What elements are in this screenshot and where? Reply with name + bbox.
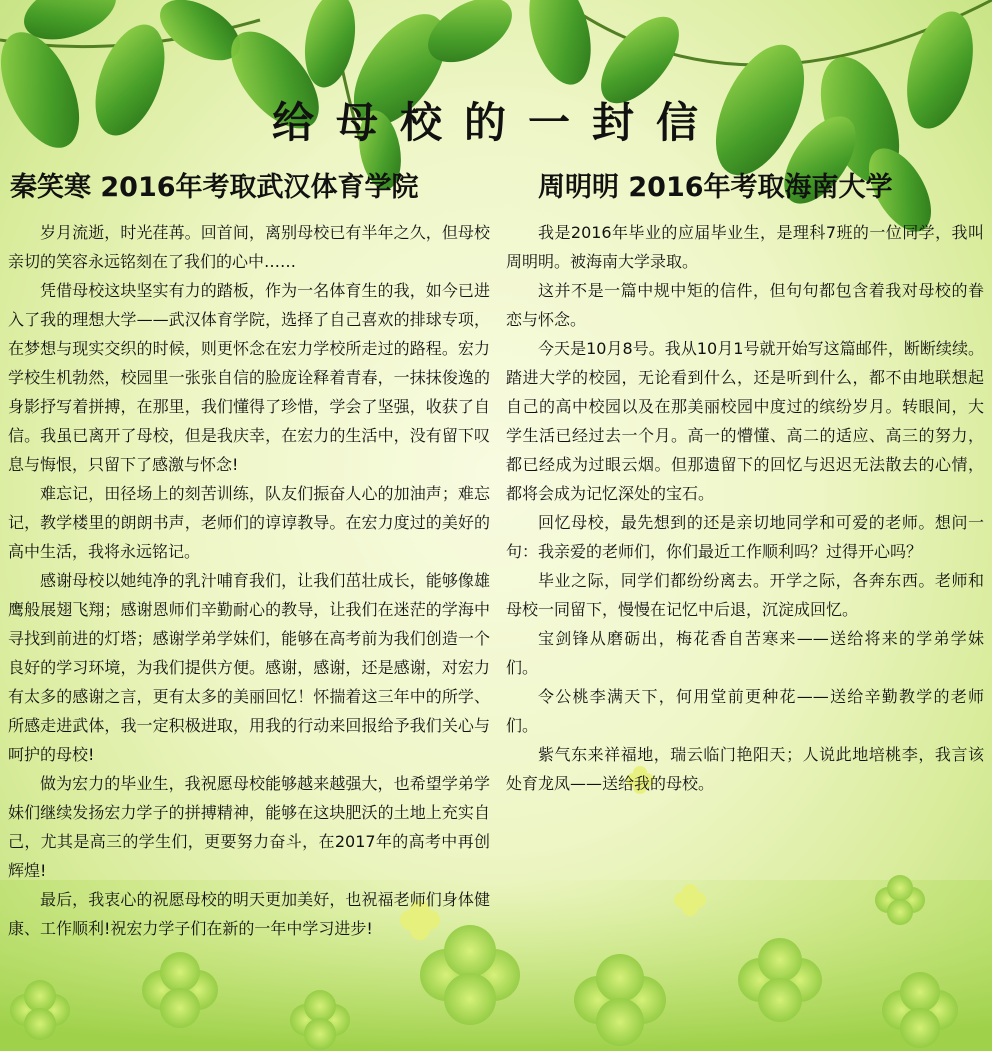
right-letter (506, 218, 984, 798)
left-letter (8, 218, 490, 943)
paragraph: 令公桃李满天下，何用堂前更种花——送给辛勤教学的老师们。 (506, 687, 984, 735)
paragraph: 这并不是一篇中规中矩的信件，但句句都包含着我对母校的眷恋与怀念。 (506, 281, 984, 329)
right-column-heading: 周明明 2016年考取海南大学 (538, 172, 893, 203)
paragraph: 做为宏力的毕业生，我祝愿母校能够越来越强大，也希望学弟学妹们继续发扬宏力学子的拼搏精神，能够在这块肥沃的土地上充实自己，尤其是高三的学生们，更要努力奋斗，在2017年的高考中再创辉煌! (8, 774, 490, 880)
paragraph: 今天是10月8号。我从10月1号就开始写这篇邮件，断断续续。踏进大学的校园，无论看到什么，还是听到什么，都不由地联想起自己的高中校园以及在那美丽校园中度过的缤纷岁月。转眼间，大学生活已经过去一个月。高一的懵懂、高二的适应、高三的努力，都已经成为过眼云烟。但那遗留下的回忆与迟迟无法散去的心情，都将会成为记忆深处的宝石。 (506, 339, 984, 503)
paragraph: 回忆母校，最先想到的还是亲切地同学和可爱的老师。想问一句：我亲爱的老师们，你们最近工作顺利吗？过得开心吗？ (506, 513, 984, 561)
paragraph: 宝剑锋从磨砺出，梅花香自苦寒来——送给将来的学弟学妹们。 (506, 629, 984, 677)
paragraph: 岁月流逝，时光荏苒。回首间，离别母校已有半年之久，但母校亲切的笑容永远铭刻在了我们的心中…… (8, 223, 490, 271)
paragraph: 难忘记，田径场上的刻苦训练，队友们振奋人心的加油声；难忘记，教学楼里的朗朗书声，老师们的谆谆教导。在宏力度过的美好的高中生活，我将永远铭记。 (8, 484, 490, 561)
paragraph: 凭借母校这块坚实有力的踏板，作为一名体育生的我，如今已进入了我的理想大学——武汉体育学院，选择了自己喜欢的排球专项，在梦想与现实交织的时候，则更怀念在宏力学校所走过的路程。宏力学校生机勃然，校园里一张张自信的脸庞诠释着青春，一抹抹俊逸的身影抒写着拼搏，在那里，我们懂得了珍惜，学会了坚强，收获了自信。我虽已离开了母校，但是我庆幸，在宏力的生活中，没有留下叹息与悔恨，只留下了感激与怀念! (8, 281, 490, 474)
paragraph: 感谢母校以她纯净的乳汁哺育我们，让我们茁壮成长，能够像雄鹰般展翅飞翔；感谢恩师们辛勤耐心的教导，让我们在迷茫的学海中寻找到前进的灯塔；感谢学弟学妹们，能够在高考前为我们创造一个良好的学习环境，为我们提供方便。感谢，感谢，还是感谢，对宏力有太多的感谢之言，更有太多的美丽回忆！怀揣着这三年中的所学、所感走进武体，我一定积极进取，用我的行动来回报给予我们关心与呵护的母校! (8, 571, 490, 764)
page-title: 给母校的一封信 (271, 98, 720, 147)
paragraph: 紫气东来祥福地，瑞云临门艳阳天；人说此地培桃李，我言该处育龙凤——送给我的母校。 (506, 745, 984, 793)
left-column-heading: 秦笑寒 2016年考取武汉体育学院 (10, 172, 419, 203)
paragraph: 毕业之际，同学们都纷纷离去。开学之际，各奔东西。老师和母校一同留下，慢慢在记忆中后退，沉淀成回忆。 (506, 571, 984, 619)
paragraph: 我是2016年毕业的应届毕业生，是理科7班的一位同学，我叫周明明。被海南大学录取。 (506, 223, 984, 271)
paragraph: 最后，我衷心的祝愿母校的明天更加美好，也祝福老师们身体健康、工作顺利!祝宏力学子们在新的一年中学习进步! (8, 890, 490, 938)
